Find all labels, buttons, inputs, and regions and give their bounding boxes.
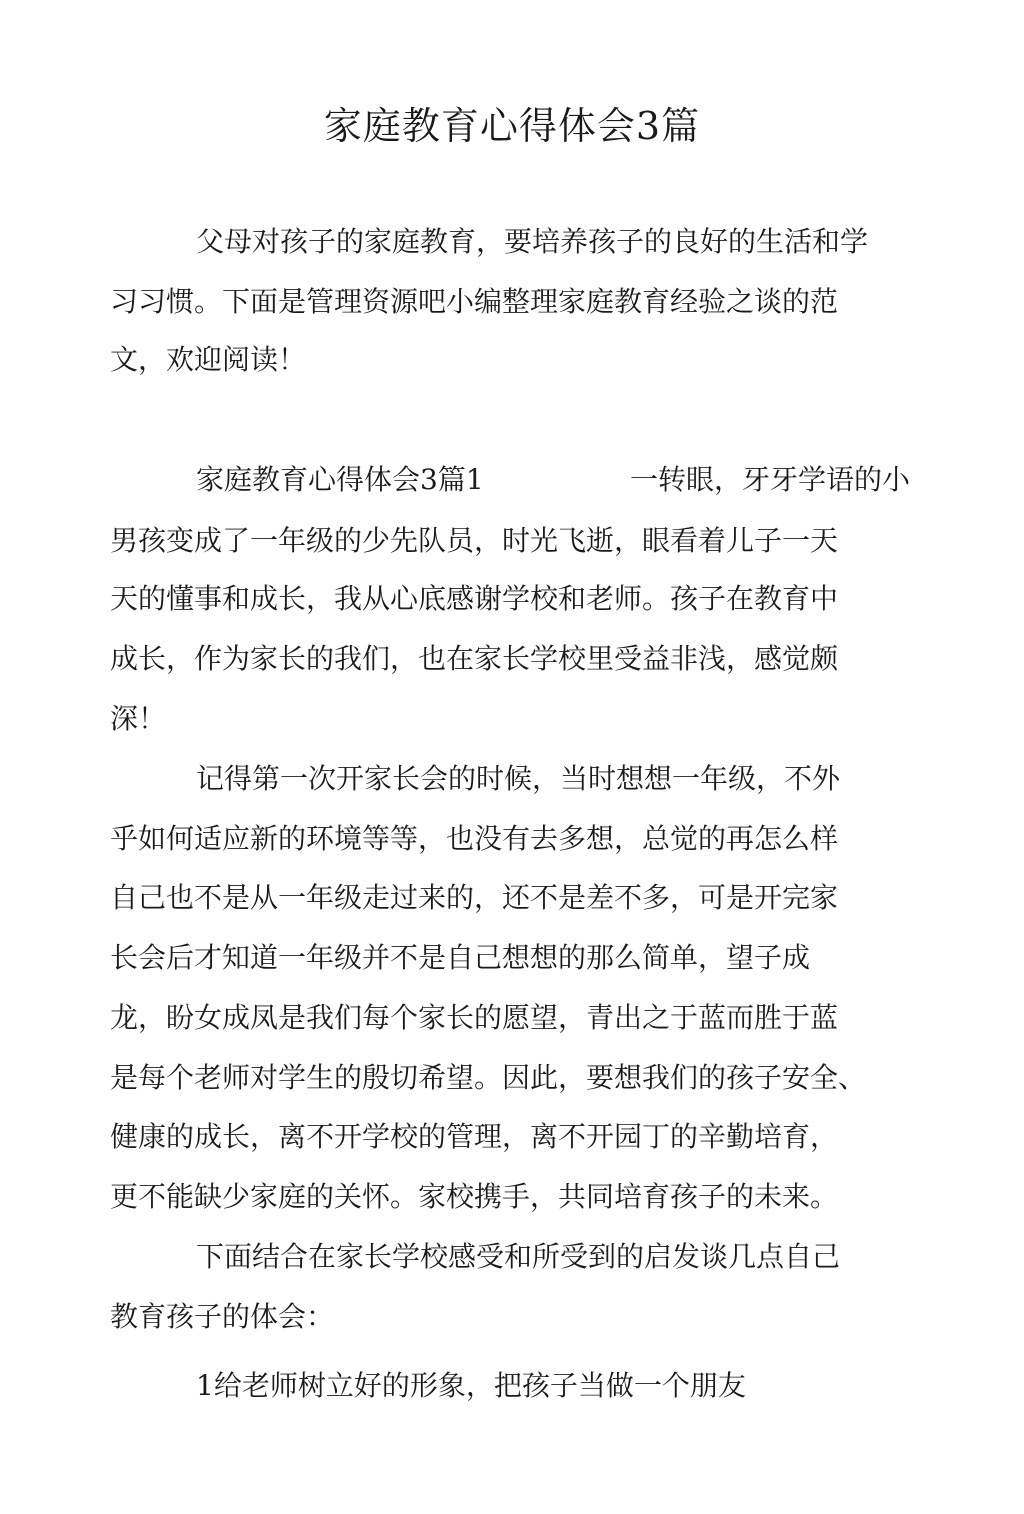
paragraph-line: 龙，盼女成凤是我们每个家长的愿望，青出之于蓝而胜于蓝 (110, 1001, 839, 1034)
section-heading: 家庭教育心得体会3篇1 (196, 463, 484, 496)
paragraph-line: 父母对孩子的家庭教育，要培养孩子的良好的生活和学 (196, 225, 869, 258)
paragraph-line: 下面结合在家长学校感受和所受到的启发谈几点自己 (196, 1240, 841, 1273)
paragraph-line: 深！ (110, 702, 167, 735)
paragraph-line: 健康的成长，离不开学校的管理，离不开园丁的辛勤培育， (110, 1120, 839, 1153)
paragraph-line: 教育孩子的体会： (110, 1300, 335, 1333)
paragraph-line: 成长，作为家长的我们，也在家长学校里受益非浅，感觉颇 (110, 642, 839, 675)
paragraph-line: 长会后才知道一年级并不是自己想想的那么简单，望子成 (110, 941, 811, 974)
paragraph-line: 是每个老师对学生的殷切希望。因此，要想我们的孩子安全、 (110, 1061, 867, 1094)
paragraph-line: 习习惯。下面是管理资源吧小编整理家庭教育经验之谈的范 (110, 285, 839, 318)
paragraph-line: 乎如何适应新的环境等等，也没有去多想，总觉的再怎么样 (110, 822, 839, 855)
paragraph-line: 自己也不是从一年级走过来的，还不是差不多，可是开完家 (110, 881, 839, 914)
paragraph-line: 一转眼，牙牙学语的小 (630, 463, 911, 496)
paragraph-line: 1给老师树立好的形象，把孩子当做一个朋友 (196, 1369, 746, 1402)
paragraph-line: 更不能缺少家庭的关怀。家校携手，共同培育孩子的未来。 (110, 1180, 839, 1213)
paragraph-line: 文，欢迎阅读！ (110, 343, 307, 376)
paragraph-line: 天的懂事和成长，我从心底感谢学校和老师。孩子在教育中 (110, 582, 839, 615)
paragraph-line: 男孩变成了一年级的少先队员，时光飞逝，眼看着儿子一天 (110, 524, 839, 557)
paragraph-line: 记得第一次开家长会的时候，当时想想一年级，不外 (196, 762, 841, 795)
document-title: 家庭教育心得体会3篇 (323, 104, 701, 148)
